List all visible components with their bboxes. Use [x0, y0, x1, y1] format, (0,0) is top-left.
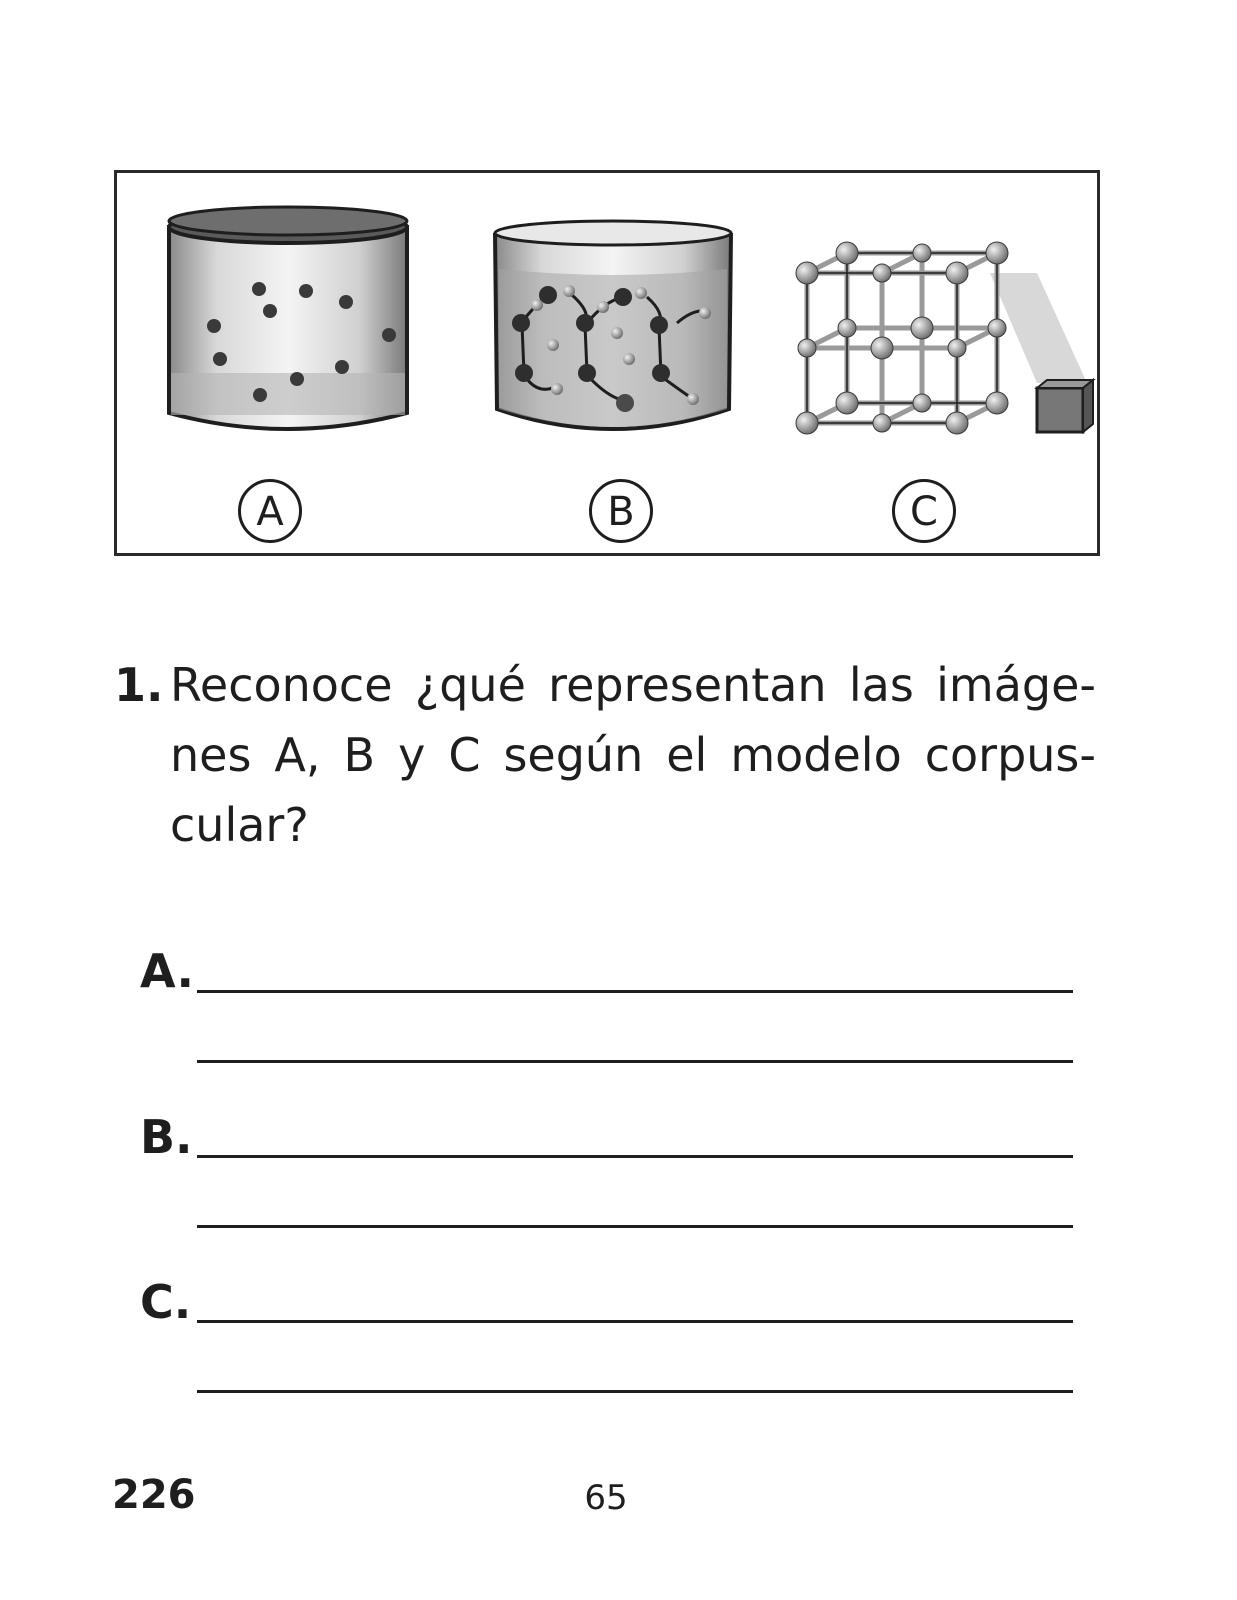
book-page-number: 226 [112, 1472, 196, 1518]
answer-b-line-1[interactable] [197, 1155, 1073, 1158]
container-a-gas [169, 207, 407, 429]
label-a: A [238, 479, 302, 543]
question-number: 1. [114, 658, 164, 712]
question-line-2: nes A, B y C según el modelo corpus- [170, 728, 1096, 782]
answer-a-line-1[interactable] [197, 990, 1073, 993]
container-b-liquid [495, 221, 731, 429]
crystal-lattice-c [796, 242, 1093, 434]
figure-panel [114, 170, 1100, 556]
answer-label-a: A. [140, 944, 194, 998]
label-b: B [589, 479, 653, 543]
answer-a-line-2[interactable] [197, 1060, 1073, 1063]
answer-label-c: C. [140, 1275, 192, 1329]
answer-b-line-2[interactable] [197, 1225, 1073, 1228]
answer-c-line-1[interactable] [197, 1320, 1073, 1323]
question-line-1: Reconoce ¿qué representan las imáge- [170, 658, 1096, 712]
question-line-3: cular? [170, 798, 309, 852]
answer-c-line-2[interactable] [197, 1390, 1073, 1393]
sheet-page-number: 65 [584, 1478, 628, 1518]
question-text [170, 650, 1096, 860]
answer-label-b: B. [140, 1110, 193, 1164]
label-c: C [892, 479, 956, 543]
